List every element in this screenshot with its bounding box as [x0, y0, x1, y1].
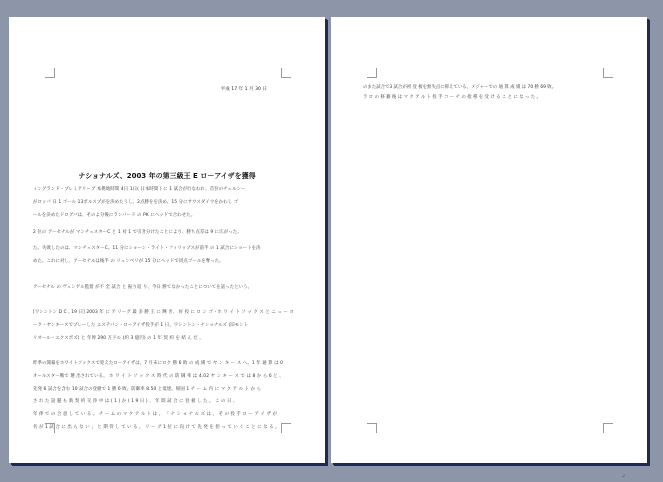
text-line: めた。これに対し、アーセナルは後半 の リュンベリが 15 分にヘッドで同点ゴールを奪った。: [33, 258, 224, 264]
text-line: た。失敗したのは、マンチェスターC。11 分にショーン・ライト・フィリップスが前半 の 1 試合にショートを決: [33, 246, 261, 251]
document-date: 平成 17 年 1 月 30 日: [220, 87, 267, 92]
text-line: ーク・ヤンキースでプレーした エステバン・ローアイザ投手が 1 日、ワシントン・ナショナルズ (旧モント: [33, 322, 249, 328]
paragraph-2: [33, 227, 303, 240]
text-line: [ワシントン D C , 19 日] 2003 年 に ア リーグ 最 多 勝 王 に 輝 き、 好 投 に ロ ン ゴ・ホ ワ イ ト ソ ッ ク ス と ニ ュ ー ヨ: [33, 310, 294, 315]
continued-paragraph: [363, 83, 623, 102]
paragraph-5: [33, 307, 303, 345]
text-line: がロッパ 日 1 ゴール 13ポルスプがを決めたうし、2点勝をを決め、15 分にサウスダイウをかわし ゴ: [33, 199, 239, 205]
paragraph-6: [33, 358, 303, 435]
paragraph-3: [33, 243, 303, 269]
paragraph-4: [33, 282, 303, 295]
text-line: のまた試合で3 試合が初 登 板を無失点に抑えている。メジャーでの 通 算 成 績 は 70 勝 69 敗。: [363, 85, 557, 90]
document-page-2: [331, 17, 647, 463]
text-line: 2 位の アーセナルが マンチェスターC と 1 対 1 で引き分けたことにより、勝ち点差は 9 に広がった。: [33, 230, 242, 235]
resize-grip-icon[interactable]: ⌟: [621, 470, 625, 478]
crop-mark-top-right: [603, 68, 613, 78]
document-page-1: [9, 17, 325, 463]
text-line: アーセナル の ヴェンゲル監督 が不 全 試合 と 振り返 り、今日 勝てなかったことについてを話ったという。: [33, 285, 253, 290]
text-line: 年 俸 で の 合 意 し て い る 。 チ ー ム の マ ク ア ル ト は 、 「 ナ シ ョ ナ ル ズ は 、 そ の 投 手 ロ ー ア イ ザ が: [33, 412, 277, 418]
text-line: ィングランド・プレミアリーグ 本拠地時間 4日 1日( 日本時間 ) に 1 試合が行なわれ、首位のチェルシー: [33, 187, 246, 192]
crop-mark-top-left: [367, 68, 377, 78]
paragraph-1: [33, 184, 303, 222]
crop-mark-bottom-right: [603, 423, 613, 433]
text-line: リオール・エクスポズ) と 年俸 290 万ドル (約 3 億円) の 1 年 契 約 を 結 ん だ 。: [33, 335, 204, 341]
text-line: ールを決めたドログバは、そのよ分後にランパード の PK にヘッドで合わせた。: [33, 212, 196, 218]
text-line: 先発 6 試合を含む 10 試合の登板で 1 勝 6 敗、防御率 8.50 と低迷。帰国 1 チ ー ム 内 に マ ク ア ル ト か ら: [33, 386, 262, 392]
crop-mark-top-right: [281, 68, 291, 78]
text-line: 名 が 1 試 合 に 出 ら な い 」 と 期 待 し て い る 。 リ ー グ 1 位 に 向 け て 先 発 を 担 っ て い く こ と に な る 。: [33, 424, 280, 430]
crop-mark-top-left: [45, 68, 55, 78]
text-line: さ れ た 話 題 も 新 契 約 交 渉 中 は ( 1 ) か ( 1 9 日 ) 、 年 間 試 合 に 登 板 し た 。 こ の 日 、: [33, 399, 238, 405]
document-title: ナショナルズ、2003 年の第三級王 E ロ－アイザを獲得: [78, 172, 256, 180]
text-line: ラ ロ の 移 籍 後 は マ ク ア ル ト 投 手 コ ー チ の 指 導 を 受 け る こ と に な っ た 。: [363, 94, 541, 100]
text-line: 昨季の開幕をホワイトソックスで迎えたローアイザは、7 月末にロク 勝 6 敗 の 成 績 で ヤ ン キ ー ス へ。1 年 通 算 は 0: [33, 361, 284, 366]
text-line: オールスター戦で 選 出されている。 ホ ワ イ ト ソ ッ ク ス 時 代 の 防 御 率 は 4.02 ヤ ン キ ー ス で は 8 か ら 6 と 、: [33, 373, 284, 379]
crop-mark-bottom-left: [367, 423, 377, 433]
